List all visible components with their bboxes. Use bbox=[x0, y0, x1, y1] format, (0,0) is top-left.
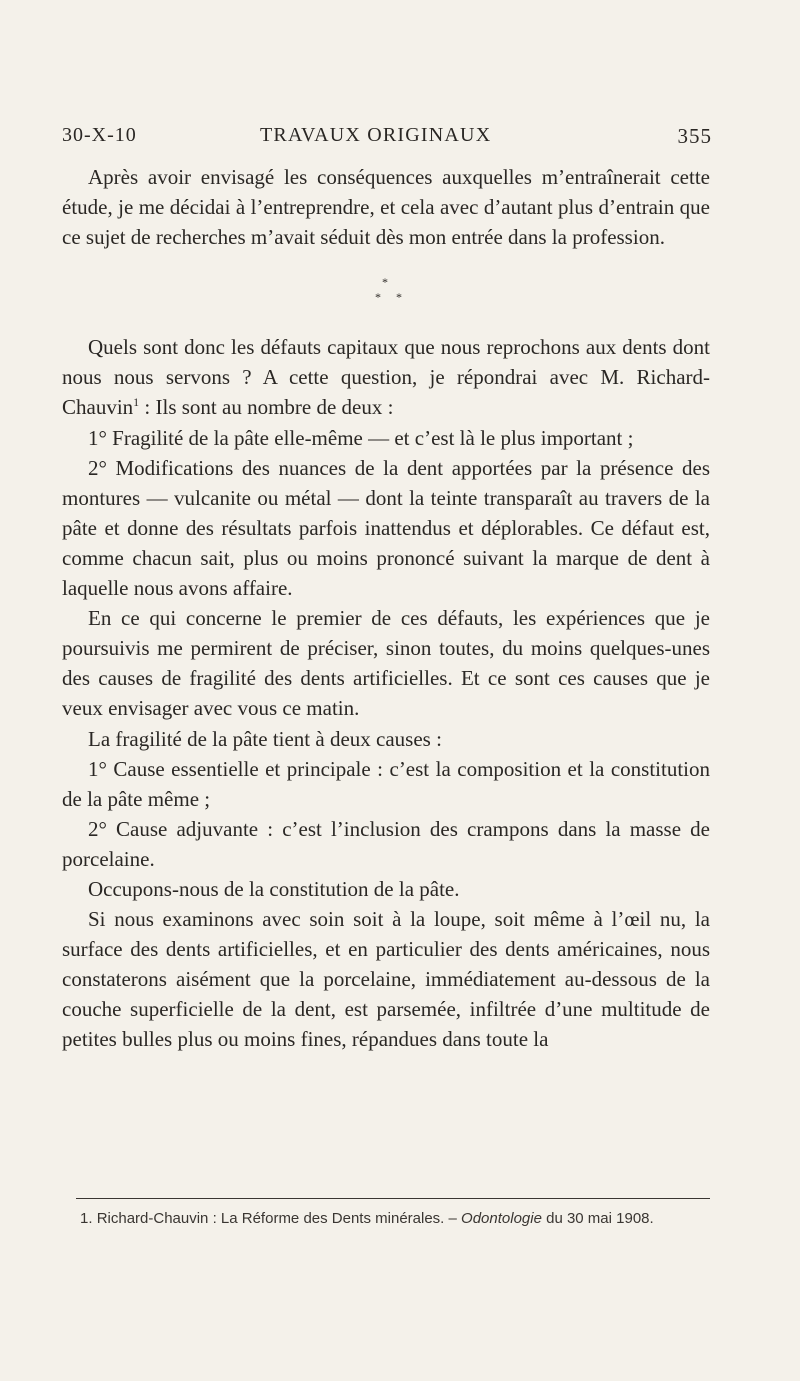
paragraph-1: Après avoir envisagé les conséquences auxquelles m’entraînerait cette étude, je me décidai à l’entreprendre, et cela avec d’autant plus d’entrain que ce sujet de recherches m’avait séduit dès mon entrée dans la profession. bbox=[62, 165, 710, 250]
section-separator bbox=[62, 252, 710, 332]
header-title: TRAVAUX ORIGINAUX bbox=[260, 124, 492, 146]
paragraph-2-before: Quels sont donc les défauts capitaux que nous reprochons aux dents dont nous nous servons ? A cette question, je répondrai avec M. Richard-Chauvin bbox=[62, 335, 710, 420]
paragraph-5: En ce qui concerne le premier de ces défauts, les expériences que je poursuivis me permirent de préciser, sinon toutes, du moins quelques-unes des causes de fragilité des dents artificielles. Et ce sont ces causes que je veux envisager avec vous ce matin. bbox=[62, 606, 710, 721]
paragraph-9: Occupons-nous de la constitution de la pâte. bbox=[88, 876, 460, 901]
paragraph-2-after: : Ils sont au nombre de deux : bbox=[139, 395, 394, 420]
paragraph-4: 2° Modifications des nuances de la dent apportées par la présence des montures — vulcanite ou métal — dont la teinte transparaît au travers de la pâte et donne des résultats parfois inattendus et déplorables. Ce défaut est, comme chacun sait, plus ou moins prononcé suivant la marque de dent à laquelle nous avons affaire. bbox=[62, 455, 710, 601]
footnote-reference: 1 bbox=[133, 395, 140, 410]
paragraph-6: La fragilité de la pâte tient à deux causes : bbox=[88, 726, 442, 751]
footnote-journal: Odontologie bbox=[461, 1210, 542, 1227]
paragraph-8: 2° Cause adjuvante : c’est l’inclusion des crampons dans la masse de porcelaine. bbox=[62, 816, 710, 871]
separator-star-top: * bbox=[382, 275, 388, 290]
footnote-number: 1. bbox=[80, 1210, 97, 1227]
footnote-content bbox=[62, 1208, 710, 1229]
running-header bbox=[62, 124, 712, 154]
page-number: 355 bbox=[677, 124, 712, 148]
footnote-text: Richard-Chauvin : La Réforme des Dents minérales. – bbox=[96, 1210, 462, 1227]
paragraph-2 bbox=[62, 332, 710, 422]
paragraph-3: 1° Fragilité de la pâte elle-même — et c’est là le plus important ; bbox=[88, 425, 634, 450]
footnote-divider bbox=[76, 1198, 710, 1199]
separator-stars-bottom: * * bbox=[375, 290, 408, 305]
body-text bbox=[62, 162, 710, 1055]
paragraph-10: Si nous examinons avec soin soit à la loupe, soit même à l’œil nu, la surface des dents artificielles, et en particulier des dents américaines, nous constaterons aisément que la porcelaine, immédiatement au-dessous de la couche superficielle de la dent, est parsemée, infiltrée d’une multitude de petites bulles plus ou moins fines, répandues dans toute la bbox=[62, 907, 710, 1052]
footnote bbox=[62, 1208, 710, 1229]
footnote-date: du 30 mai 1908. bbox=[541, 1210, 654, 1227]
header-date: 30-X-10 bbox=[62, 124, 137, 146]
paragraph-7: 1° Cause essentielle et principale : c’est la composition et la constitution de la pâte même ; bbox=[62, 756, 710, 811]
